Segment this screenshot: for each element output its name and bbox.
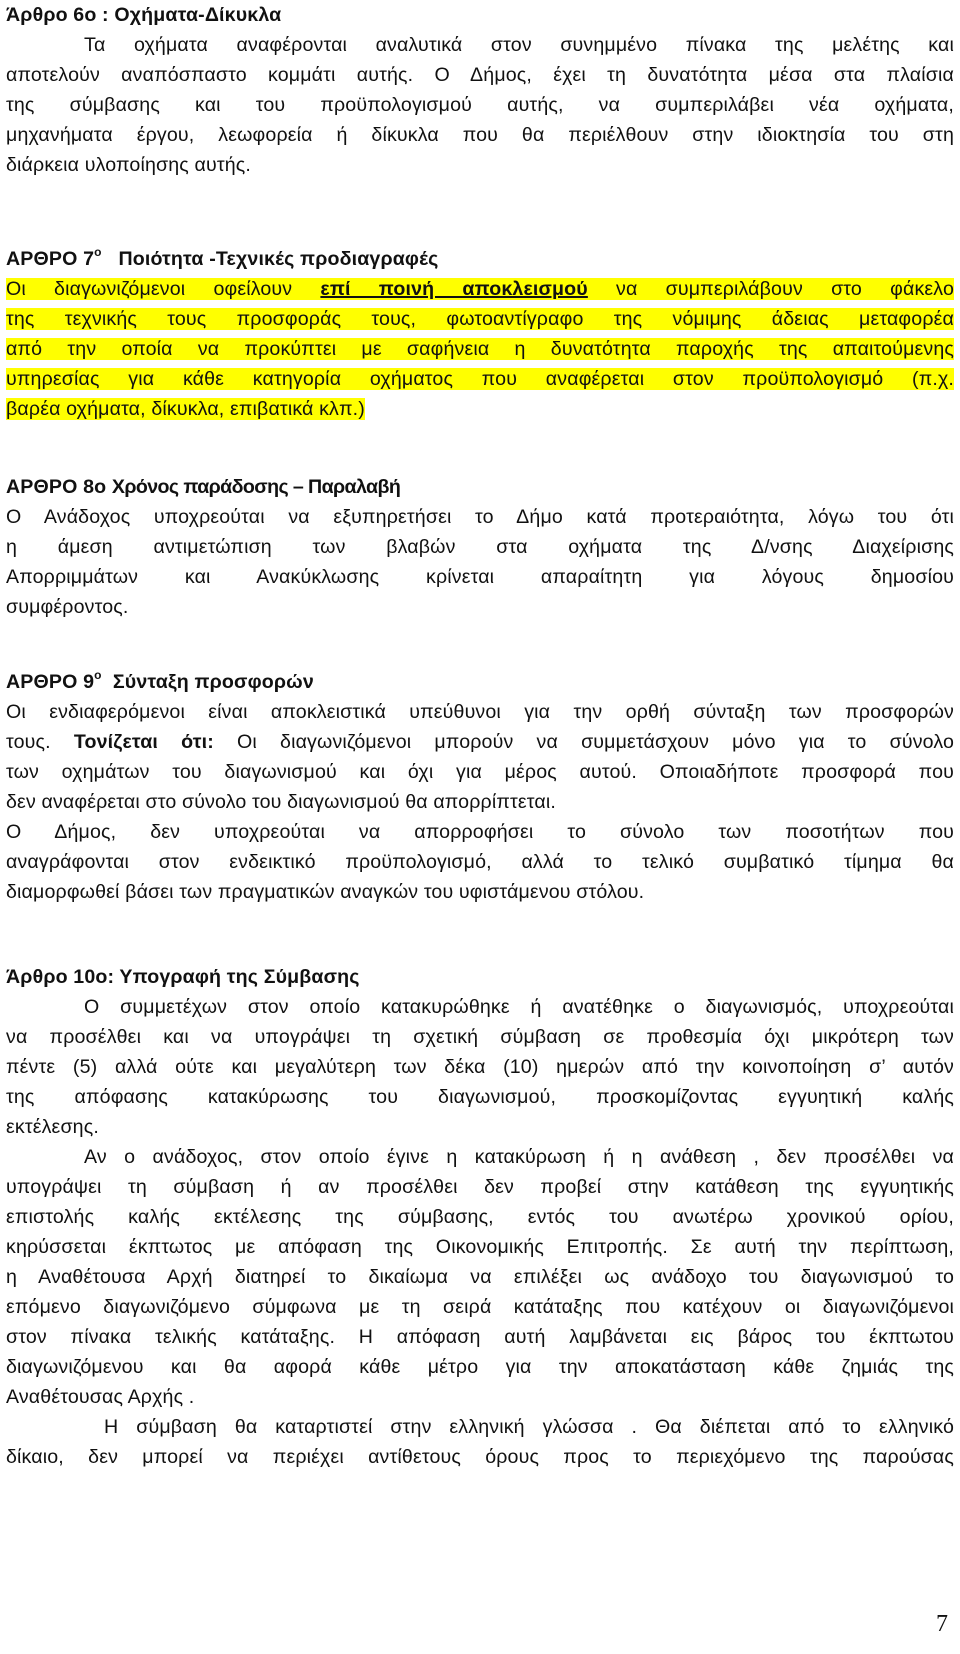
article-7-heading-sup: ο [94,245,102,259]
article-9-line [6,727,954,757]
article-9-heading-title: Σύνταξη προσφορών [112,671,314,693]
article-7-heading [6,244,954,274]
article-10-line: η Αναθέτουσα Αρχή διατηρεί το δικαίωμα να επιλέξει ως ανάδοχο του διαγωνισμού το [6,1266,954,1288]
article-9-line-end: Οι διαγωνιζόμενοι μπορούν να συμμετάσχουν μόνο για το σύνολο [213,731,955,753]
article-10-line: κηρύσσεται έκπτωτος με απόφαση της Οικονομικής Επιτροπής. Σε αυτή την περίπτωση, [6,1236,954,1258]
article-7-line-end: να συμπεριλάβουν στο φάκελο [587,278,954,300]
article-9-line: διαμορφωθεί βάσει των πραγματικών αναγκών του υφιστάμενου στόλου. [6,881,645,903]
article-7-line-start: Οι διαγωνιζόμενοι οφείλουν [6,278,321,300]
article-8-line: η άμεση αντιμετώπιση των βλαβών στα οχήματα της Δ/νσης Διαχείρισης [6,536,954,558]
article-9-heading-number: ΑΡΘΡΟ 9 [6,671,95,693]
article-7-line-text: βαρέα οχήματα, δίκυκλα, επιβατικά κλπ.) [6,398,365,420]
article-9-line-start: τους. [6,731,74,753]
article-10-line: Αν ο ανάδοχος, στον οποίο έγινε η κατακύρωση ή η ανάθεση , δεν προσέλθει να [84,1146,954,1168]
article-10-line: Ο συμμετέχων στον οποίο κατακυρώθηκε ή ανατέθηκε ο διαγωνισμός, υποχρεούται [84,996,954,1018]
article-8-heading [6,472,954,502]
article-8 [6,472,954,622]
article-9 [6,667,954,907]
article-7-heading-title: Ποιότητα -Τεχνικές προδιαγραφές [118,248,439,270]
article-7-emphasis: επί ποινή αποκλεισμού [320,278,588,300]
article-9-line: των οχημάτων του διαγωνισμού και όχι για μέρος αυτού. Οποιαδήποτε προσφορά που [6,761,954,783]
article-10-line: υπογράψει τη σύμβαση ή αν προσέλθει δεν προβεί στην κατάθεση της εγγυητικής [6,1176,954,1198]
article-10-line: δίκαιο, δεν μπορεί να περιέχει αντίθετους όρους προς το περιεχόμενο της παρούσας [6,1446,954,1468]
article-7-line [6,334,954,364]
article-8-line: Ο Ανάδοχος υποχρεούται να εξυπηρετήσει το Δήμο κατά προτεραιότητα, λόγω του ότι [6,506,954,528]
article-7-heading-number: ΑΡΘΡΟ 7 [6,248,95,270]
article-7-line-text: υπηρεσίας για κάθε κατηγορία οχήματος που αναφέρεται στον προϋπολογισμό (π.χ. [6,368,954,390]
article-9-line: αναγράφονται στον ενδεικτικό προϋπολογισμό, αλλά το τελικό συμβατικό τίμημα θα [6,851,954,873]
article-8-line: συμφέροντος. [6,596,129,618]
page-number: 7 [936,1611,948,1637]
article-10-line: επιστολής καλής εκτέλεσης της σύμβασης, εντός του ανωτέρω χρονικού ορίου, [6,1206,954,1228]
article-6-line: της σύμβασης και του προϋπολογισμού αυτής, να συμπεριλάβει νέα οχήματα, [6,94,954,116]
article-6 [6,0,954,180]
article-10-line: Η σύμβαση θα καταρτιστεί στην ελληνική γλώσσα . Θα διέπεται από το ελληνικό [104,1416,954,1438]
article-10-line: να προσέλθει και να υπογράψει τη σχετική σύμβαση σε προθεσμία όχι μικρότερη των [6,1026,954,1048]
article-7-line [6,394,954,424]
article-6-line: Τα οχήματα αναφέρονται αναλυτικά στον συνημμένο πίνακα της μελέτης και [84,34,954,56]
article-8-heading-title: Χρόνος παράδοσης – Παραλαβή [111,476,401,498]
article-6-line: διάρκεια υλοποίησης αυτής. [6,154,251,176]
article-10-line: διαγωνιζόμενου και θα αφορά κάθε μέτρο για την αποκατάσταση κάθε ζημιάς της [6,1356,954,1378]
article-9-heading-sup: ο [94,668,102,682]
article-8-heading-number: ΑΡΘΡΟ 8ο [6,476,107,498]
article-7-line [6,274,954,304]
article-10-line: πέντε (5) αλλά ούτε και μεγαλύτερη των δέκα (10) ημερών από την κοινοποίηση σ’ αυτόν [6,1056,954,1078]
article-9-emphasis: Τονίζεται ότι: [73,731,214,753]
article-10-line: εκτέλεσης. [6,1116,99,1138]
article-6-heading: Άρθρο 6ο : Οχήματα-Δίκυκλα [6,4,282,26]
article-6-line: αποτελούν αναπόσπαστο κομμάτι αυτής. Ο Δήμος, έχει τη δυνατότητα μέσα στα πλαίσια [6,64,954,86]
article-7 [6,244,954,424]
article-9-heading [6,667,954,697]
article-10-line: Αναθέτουσας Αρχής . [6,1386,195,1408]
article-7-line-text: της τεχνικής τους προσφοράς τους, φωτοαντίγραφο της νόμιμης άδειας μεταφορέα [6,308,954,330]
article-9-line: Ο Δήμος, δεν υποχρεούται να απορροφήσει το σύνολο των ποσοτήτων που [6,821,954,843]
article-8-line: Απορριμμάτων και Ανακύκλωσης κρίνεται απαραίτητη για λόγους δημοσίου [6,566,954,588]
article-9-line: Οι ενδιαφερόμενοι είναι αποκλειστικά υπεύθυνοι για την ορθή σύνταξη των προσφορών [6,701,954,723]
article-7-line [6,364,954,394]
article-10-line: της απόφασης κατακύρωσης του διαγωνισμού, προσκομίζοντας εγγυητική καλής [6,1086,954,1108]
article-10 [6,962,954,1472]
article-10-heading: Άρθρο 10ο: Υπογραφή της Σύμβασης [6,966,360,988]
article-7-line [6,304,954,334]
article-10-line: στον πίνακα τελικής κατάταξης. Η απόφαση αυτή λαμβάνεται εις βάρος του έκπτωτου [6,1326,954,1348]
article-9-line: δεν αναφέρεται στο σύνολο του διαγωνισμού θα απορρίπτεται. [6,791,556,813]
article-6-line: μηχανήματα έργου, λεωφορεία ή δίκυκλα που θα περιέλθουν στην ιδιοκτησία του στη [6,124,954,146]
article-7-line-text: από την οποία να προκύπτει με σαφήνεια η δυνατότητα παροχής της απαιτούμενης [6,338,954,360]
article-10-line: επόμενο διαγωνιζόμενο σύμφωνα με τη σειρά κατάταξης που κατέχουν οι διαγωνιζόμενοι [6,1296,954,1318]
